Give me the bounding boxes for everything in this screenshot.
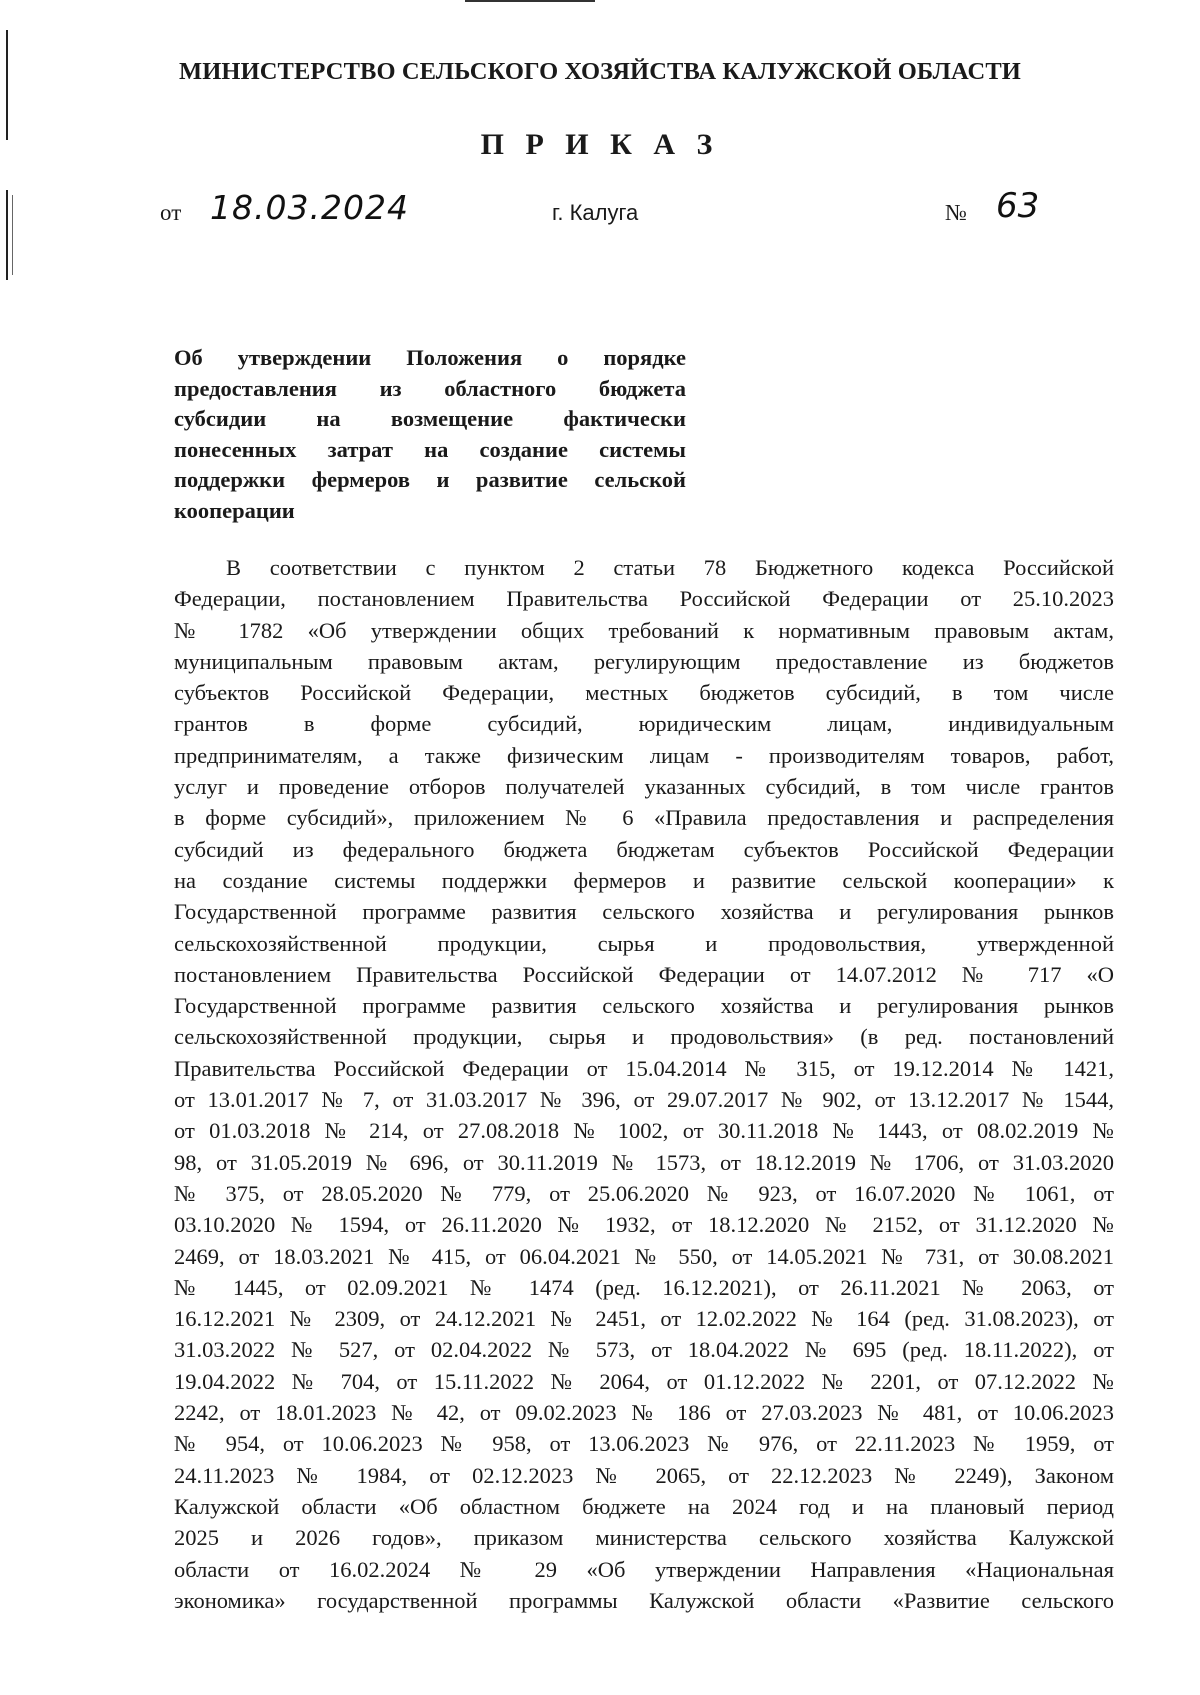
- ministry-heading: МИНИСТЕРСТВО СЕЛЬСКОГО ХОЗЯЙСТВА КАЛУЖСКОЙ ОБЛАСТИ: [179, 58, 1021, 85]
- subject-line: понесенных затрат на создание системы: [174, 436, 686, 462]
- body-line: 03.10.2020 № 1594, от 26.11.2020 № 1932, от 18.12.2020 № 2152, от 31.12.2020 №: [174, 1212, 1114, 1238]
- body-line: 2242, от 18.01.2023 № 42, от 09.02.2023 № 186 от 27.03.2023 № 481, от 10.06.2023: [174, 1400, 1114, 1426]
- body-line: субсидий из федерального бюджета бюджетам субъектов Российской Федерации: [174, 836, 1114, 862]
- body-line: субъектов Российской Федерации, местных бюджетов субсидий, в том числе: [174, 680, 1114, 706]
- body-line: от 13.01.2017 № 7, от 31.03.2017 № 396, от 29.07.2017 № 902, от 13.12.2017 № 1544,: [174, 1087, 1114, 1113]
- date-prefix-label: от: [160, 200, 182, 225]
- body-line: 98, от 31.05.2019 № 696, от 30.11.2019 № 1573, от 18.12.2019 № 1706, от 31.03.2020: [174, 1149, 1114, 1175]
- scan-artifact-top: [465, 0, 595, 2]
- body-line: муниципальным правовым актам, регулирующим предоставление из бюджетов: [174, 648, 1114, 674]
- body-line: в форме субсидий», приложением № 6 «Правила предоставления и распределения: [174, 805, 1114, 831]
- subject-line: Об утверждении Положения о порядке: [174, 345, 686, 370]
- handwritten-number: 63: [996, 186, 1040, 226]
- subject-line: предоставления из областного бюджета: [174, 375, 686, 401]
- body-paragraph: [174, 552, 1114, 1616]
- body-line: предпринимателям, а также физическим лицам - производителям товаров, работ,: [174, 742, 1114, 768]
- subject-line: субсидии на возмещение фактически: [174, 406, 686, 431]
- body-line: В соответствии с пунктом 2 статьи 78 Бюджетного кодекса Российской: [226, 555, 1114, 580]
- body-line: области от 16.02.2024 № 29 «Об утверждении Направления «Национальная: [174, 1556, 1114, 1582]
- document-type-title: П Р И К А З: [480, 128, 720, 161]
- body-line: на создание системы поддержки фермеров и развитие сельской кооперации» к: [174, 867, 1114, 893]
- body-line: 31.03.2022 № 527, от 02.04.2022 № 573, от 18.04.2022 № 695 (ред. 18.11.2022), от: [174, 1337, 1114, 1363]
- body-line: Правительства Российской Федерации от 15.04.2014 № 315, от 19.12.2014 № 1421,: [174, 1055, 1114, 1081]
- body-line: сельскохозяйственной продукции, сырья и продовольствия» (в ред. постановлений: [174, 1024, 1114, 1050]
- number-sign-label: №: [945, 200, 967, 225]
- body-line: грантов в форме субсидий, юридическим лицам, индивидуальным: [174, 711, 1114, 737]
- scan-artifact-edge: [6, 190, 8, 280]
- body-line: 16.12.2021 № 2309, от 24.12.2021 № 2451, от 12.02.2022 № 164 (ред. 31.08.2023), от: [174, 1306, 1114, 1332]
- order-subject: [174, 343, 686, 526]
- document-meta-row: [160, 186, 1040, 246]
- body-line: Федерации, постановлением Правительства Российской Федерации от 25.10.2023: [174, 586, 1114, 612]
- body-line: экономика» государственной программы Калужской области «Развитие сельского: [174, 1587, 1114, 1613]
- body-line: Государственной программе развития сельского хозяйства и регулирования рынков: [174, 899, 1114, 925]
- body-line: 24.11.2023 № 1984, от 02.12.2023 № 2065, от 22.12.2023 № 2249), Законом: [174, 1462, 1114, 1488]
- body-line: от 01.03.2018 № 214, от 27.08.2018 № 1002, от 30.11.2018 № 1443, от 08.02.2019 №: [174, 1118, 1114, 1144]
- city-label: г. Калуга: [552, 200, 639, 225]
- body-line: № 954, от 10.06.2023 № 958, от 13.06.2023 № 976, от 22.11.2023 № 1959, от: [174, 1431, 1114, 1457]
- body-line: услуг и проведение отборов получателей указанных субсидий, в том числе грантов: [174, 774, 1114, 800]
- scan-artifact-edge: [12, 195, 13, 275]
- body-line: сельскохозяйственной продукции, сырья и продовольствия, утвержденной: [174, 930, 1114, 956]
- body-line: 2469, от 18.03.2021 № 415, от 06.04.2021 № 550, от 14.05.2021 № 731, от 30.08.2021: [174, 1243, 1114, 1269]
- body-line: 19.04.2022 № 704, от 15.11.2022 № 2064, от 01.12.2022 № 2201, от 07.12.2022 №: [174, 1368, 1114, 1394]
- subject-line: кооперации: [174, 497, 295, 523]
- body-line: Калужской области «Об областном бюджете на 2024 год и на плановый период: [174, 1493, 1114, 1519]
- body-line: постановлением Правительства Российской Федерации от 14.07.2012 № 717 «О: [174, 961, 1114, 987]
- body-line: № 1445, от 02.09.2021 № 1474 (ред. 16.12.2021), от 26.11.2021 № 2063, от: [174, 1274, 1114, 1300]
- body-line: № 375, от 28.05.2020 № 779, от 25.06.2020 № 923, от 16.07.2020 № 1061, от: [174, 1180, 1114, 1206]
- body-line: Государственной программе развития сельского хозяйства и регулирования рынков: [174, 993, 1114, 1019]
- handwritten-date: 18.03.2024: [210, 188, 409, 227]
- body-line: № 1782 «Об утверждении общих требований к нормативным правовым актам,: [174, 617, 1114, 643]
- body-line: 2025 и 2026 годов», приказом министерства сельского хозяйства Калужской: [174, 1525, 1114, 1551]
- subject-line: поддержки фермеров и развитие сельской: [174, 467, 686, 492]
